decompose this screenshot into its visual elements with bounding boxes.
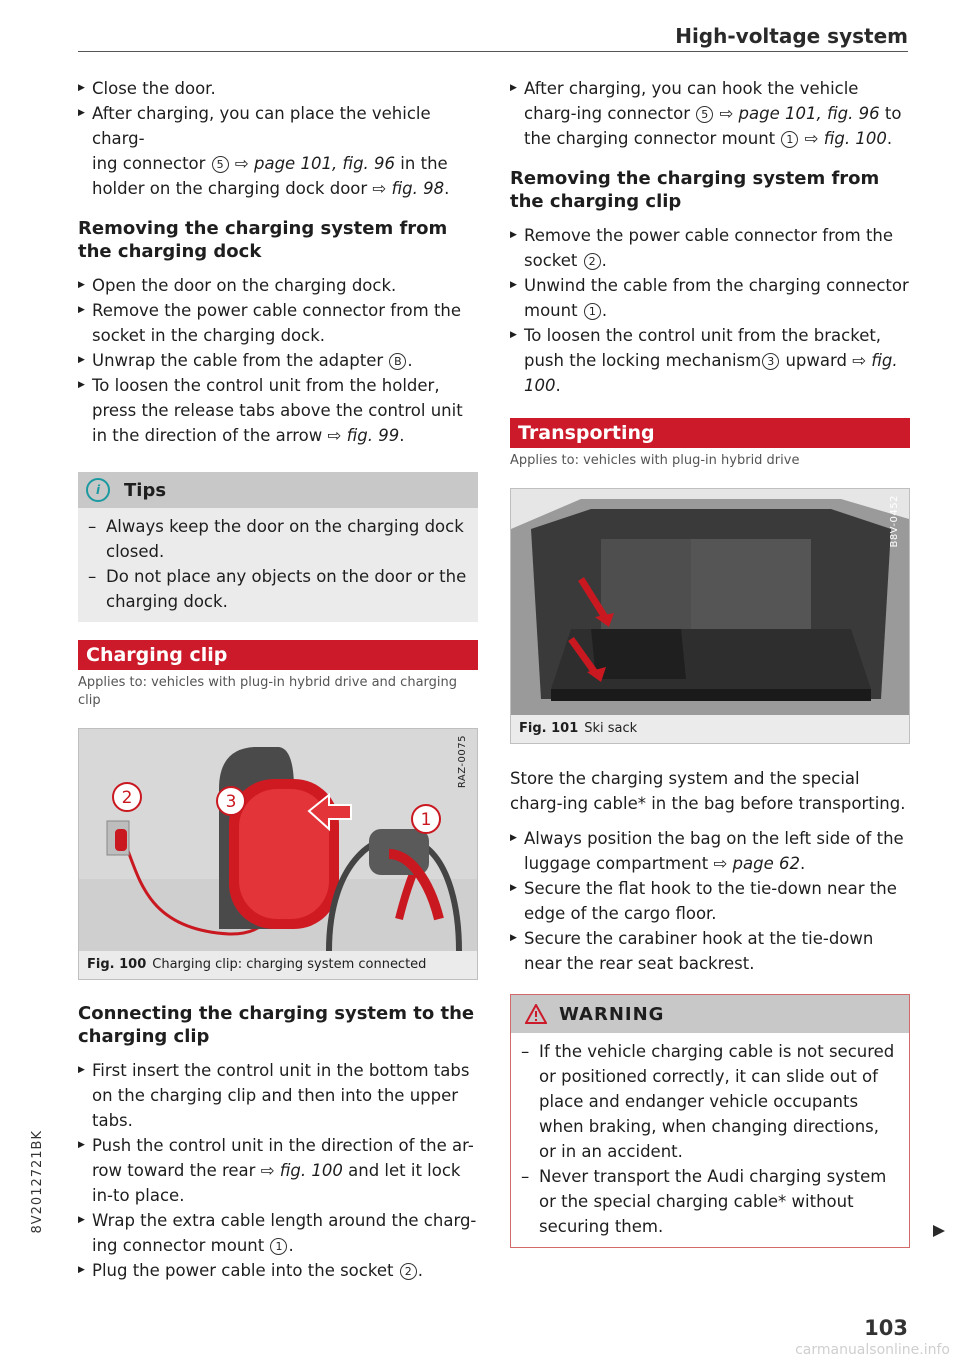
- figure-code: RAZ-0075: [457, 735, 468, 789]
- applies-to-text: Applies to: vehicles with plug-in hybrid drive and charging clip: [78, 675, 458, 708]
- page-header-title: High-voltage system: [675, 24, 908, 48]
- cross-reference-link[interactable]: ⇨ fig. 100: [804, 129, 887, 148]
- section-banner-transporting: Transporting: [510, 418, 910, 448]
- warning-triangle-icon: [525, 1004, 547, 1024]
- bullet-plug-cable: ▶ Plug the power cable into the socket 2 .: [78, 1258, 478, 1283]
- bullet-loosen-bracket: ▶ To loosen the control unit from the bracket, push the locking mechanism 3 upward ⇨ fig. 100.: [510, 323, 910, 398]
- document-code: 8V2012721BK: [30, 1130, 45, 1234]
- callout-2-label: 2: [121, 788, 133, 808]
- left-column: [78, 76, 478, 1283]
- tip-item: – Do not place any objects on the door or the charging dock.: [88, 564, 470, 614]
- bullet-hook-connector: ▶ After charging, you can hook the vehicle charg-ing connector 5 ⇨ page 101, fig. 96 to the charging connector mount 1 ⇨ fig. 100.: [510, 76, 910, 151]
- callout-number: 1: [270, 1238, 287, 1255]
- bullet-remove-connector: ▶ Remove the power cable connector from the socket in the charging dock.: [78, 298, 478, 348]
- figure-100: [78, 728, 478, 980]
- warning-header: [511, 995, 909, 1033]
- continue-arrow-icon: [933, 1225, 945, 1237]
- cross-reference-link[interactable]: ⇨ fig. 99: [327, 426, 400, 445]
- bullet-open-door: ▶ Open the door on the charging dock.: [78, 273, 478, 298]
- bullet-insert-control-unit: ▶ First insert the control unit in the bottom tabs on the charging clip and then into the upper tabs.: [78, 1058, 478, 1133]
- bullet-push-control-unit: ▶ Push the control unit in the direction of the ar-row toward the rear ⇨ fig. 100 and let it lock in-to place.: [78, 1133, 478, 1208]
- section-heading-removing-dock: Removing the charging system from the charging dock: [78, 218, 448, 262]
- figure-caption: Fig. 100 Charging clip: charging system connected: [79, 951, 477, 979]
- callout-number: 3: [762, 353, 779, 370]
- tip-item: – Always keep the door on the charging dock closed.: [88, 514, 470, 564]
- figure-code: B8V-0452: [889, 495, 900, 548]
- callout-number: 5: [696, 106, 713, 123]
- bullet-close-door: ▶ Close the door.: [78, 76, 478, 101]
- section-banner-charging-clip: Charging clip: [78, 640, 478, 670]
- callout-number: 5: [212, 156, 229, 173]
- charging-clip-illustration: [79, 729, 477, 951]
- bullet-wrap-cable: ▶ Wrap the extra cable length around the charg-ing connector mount 1 .: [78, 1208, 478, 1258]
- cross-reference-link[interactable]: ⇨ fig. 100: [524, 351, 898, 395]
- warning-item: – Never transport the Audi charging system or the special charging cable* without securing them.: [521, 1164, 901, 1239]
- callout-number: 2: [400, 1263, 417, 1280]
- figure-101: [510, 488, 910, 744]
- figure-caption: Fig. 101 Ski sack: [511, 715, 909, 743]
- cross-reference-link[interactable]: ⇨ page 101, fig. 96: [719, 104, 880, 123]
- warning-title: WARNING: [559, 1003, 665, 1025]
- header-rule: [78, 51, 908, 52]
- warning-item: – If the vehicle charging cable is not secured or positioned correctly, it can slide out of place and endanger vehicle occupants when braking, when changing directions, or in an accident.: [521, 1039, 901, 1164]
- cross-reference-link[interactable]: ⇨ fig. 98: [372, 179, 445, 198]
- callout-number: B: [389, 353, 406, 370]
- bullet-carabiner-hook: ▶ Secure the carabiner hook at the tie-down near the rear seat backrest.: [510, 926, 910, 976]
- right-column: [510, 76, 910, 1248]
- ski-sack-drawing: [511, 489, 909, 715]
- tips-box: [78, 472, 478, 622]
- cross-reference-link[interactable]: ⇨ page 62: [713, 854, 800, 873]
- cross-reference-link[interactable]: ⇨ page 101, fig. 96: [234, 154, 396, 173]
- callout-number: 2: [584, 253, 601, 270]
- bullet-position-bag: ▶ Always position the bag on the left side of the luggage compartment ⇨ page 62.: [510, 826, 910, 876]
- tips-header: [78, 472, 478, 508]
- callout-number: 1: [584, 303, 601, 320]
- applies-to-text: Applies to: vehicles with plug-in hybrid drive: [510, 453, 800, 468]
- cross-reference-link[interactable]: ⇨ fig. 100: [260, 1161, 343, 1180]
- charging-clip-drawing: [79, 729, 477, 951]
- bullet-loosen-holder: ▶ To loosen the control unit from the holder, press the release tabs above the control unit in the direction of the arrow ⇨ fig. 99.: [78, 373, 478, 448]
- info-icon: i: [86, 478, 110, 502]
- bullet-unwrap: ▶ Unwrap the cable from the adapter B .: [78, 348, 478, 373]
- callout-number: 1: [781, 131, 798, 148]
- tips-title: Tips: [124, 479, 167, 501]
- callout-1-label: 1: [420, 810, 432, 830]
- bullet-after-charging: ▶ After charging, you can place the vehicle charg- ing connector 5 ⇨ page 101, fig. 96 in the holder on the charging dock door ⇨ fig. 98.: [78, 101, 478, 201]
- store-text: Store the charging system and the special charg-ing cable* in the bag before transporting.: [510, 769, 906, 813]
- callout-3-label: 3: [225, 792, 237, 812]
- watermark: carmanualsonline.info: [795, 1342, 950, 1358]
- section-heading-removing-clip: Removing the charging system from the charging clip: [510, 168, 880, 212]
- bullet-flat-hook: ▶ Secure the flat hook to the tie-down near the edge of the cargo floor.: [510, 876, 910, 926]
- luggage-compartment-illustration: [511, 489, 909, 715]
- bullet-remove-power-connector: ▶ Remove the power cable connector from the socket 2 .: [510, 223, 910, 273]
- warning-box: [510, 994, 910, 1248]
- page-number: 103: [864, 1316, 908, 1340]
- bullet-unwind-cable: ▶ Unwind the cable from the charging connector mount 1 .: [510, 273, 910, 323]
- section-heading-connecting-clip: Connecting the charging system to the charging clip: [78, 1003, 475, 1047]
